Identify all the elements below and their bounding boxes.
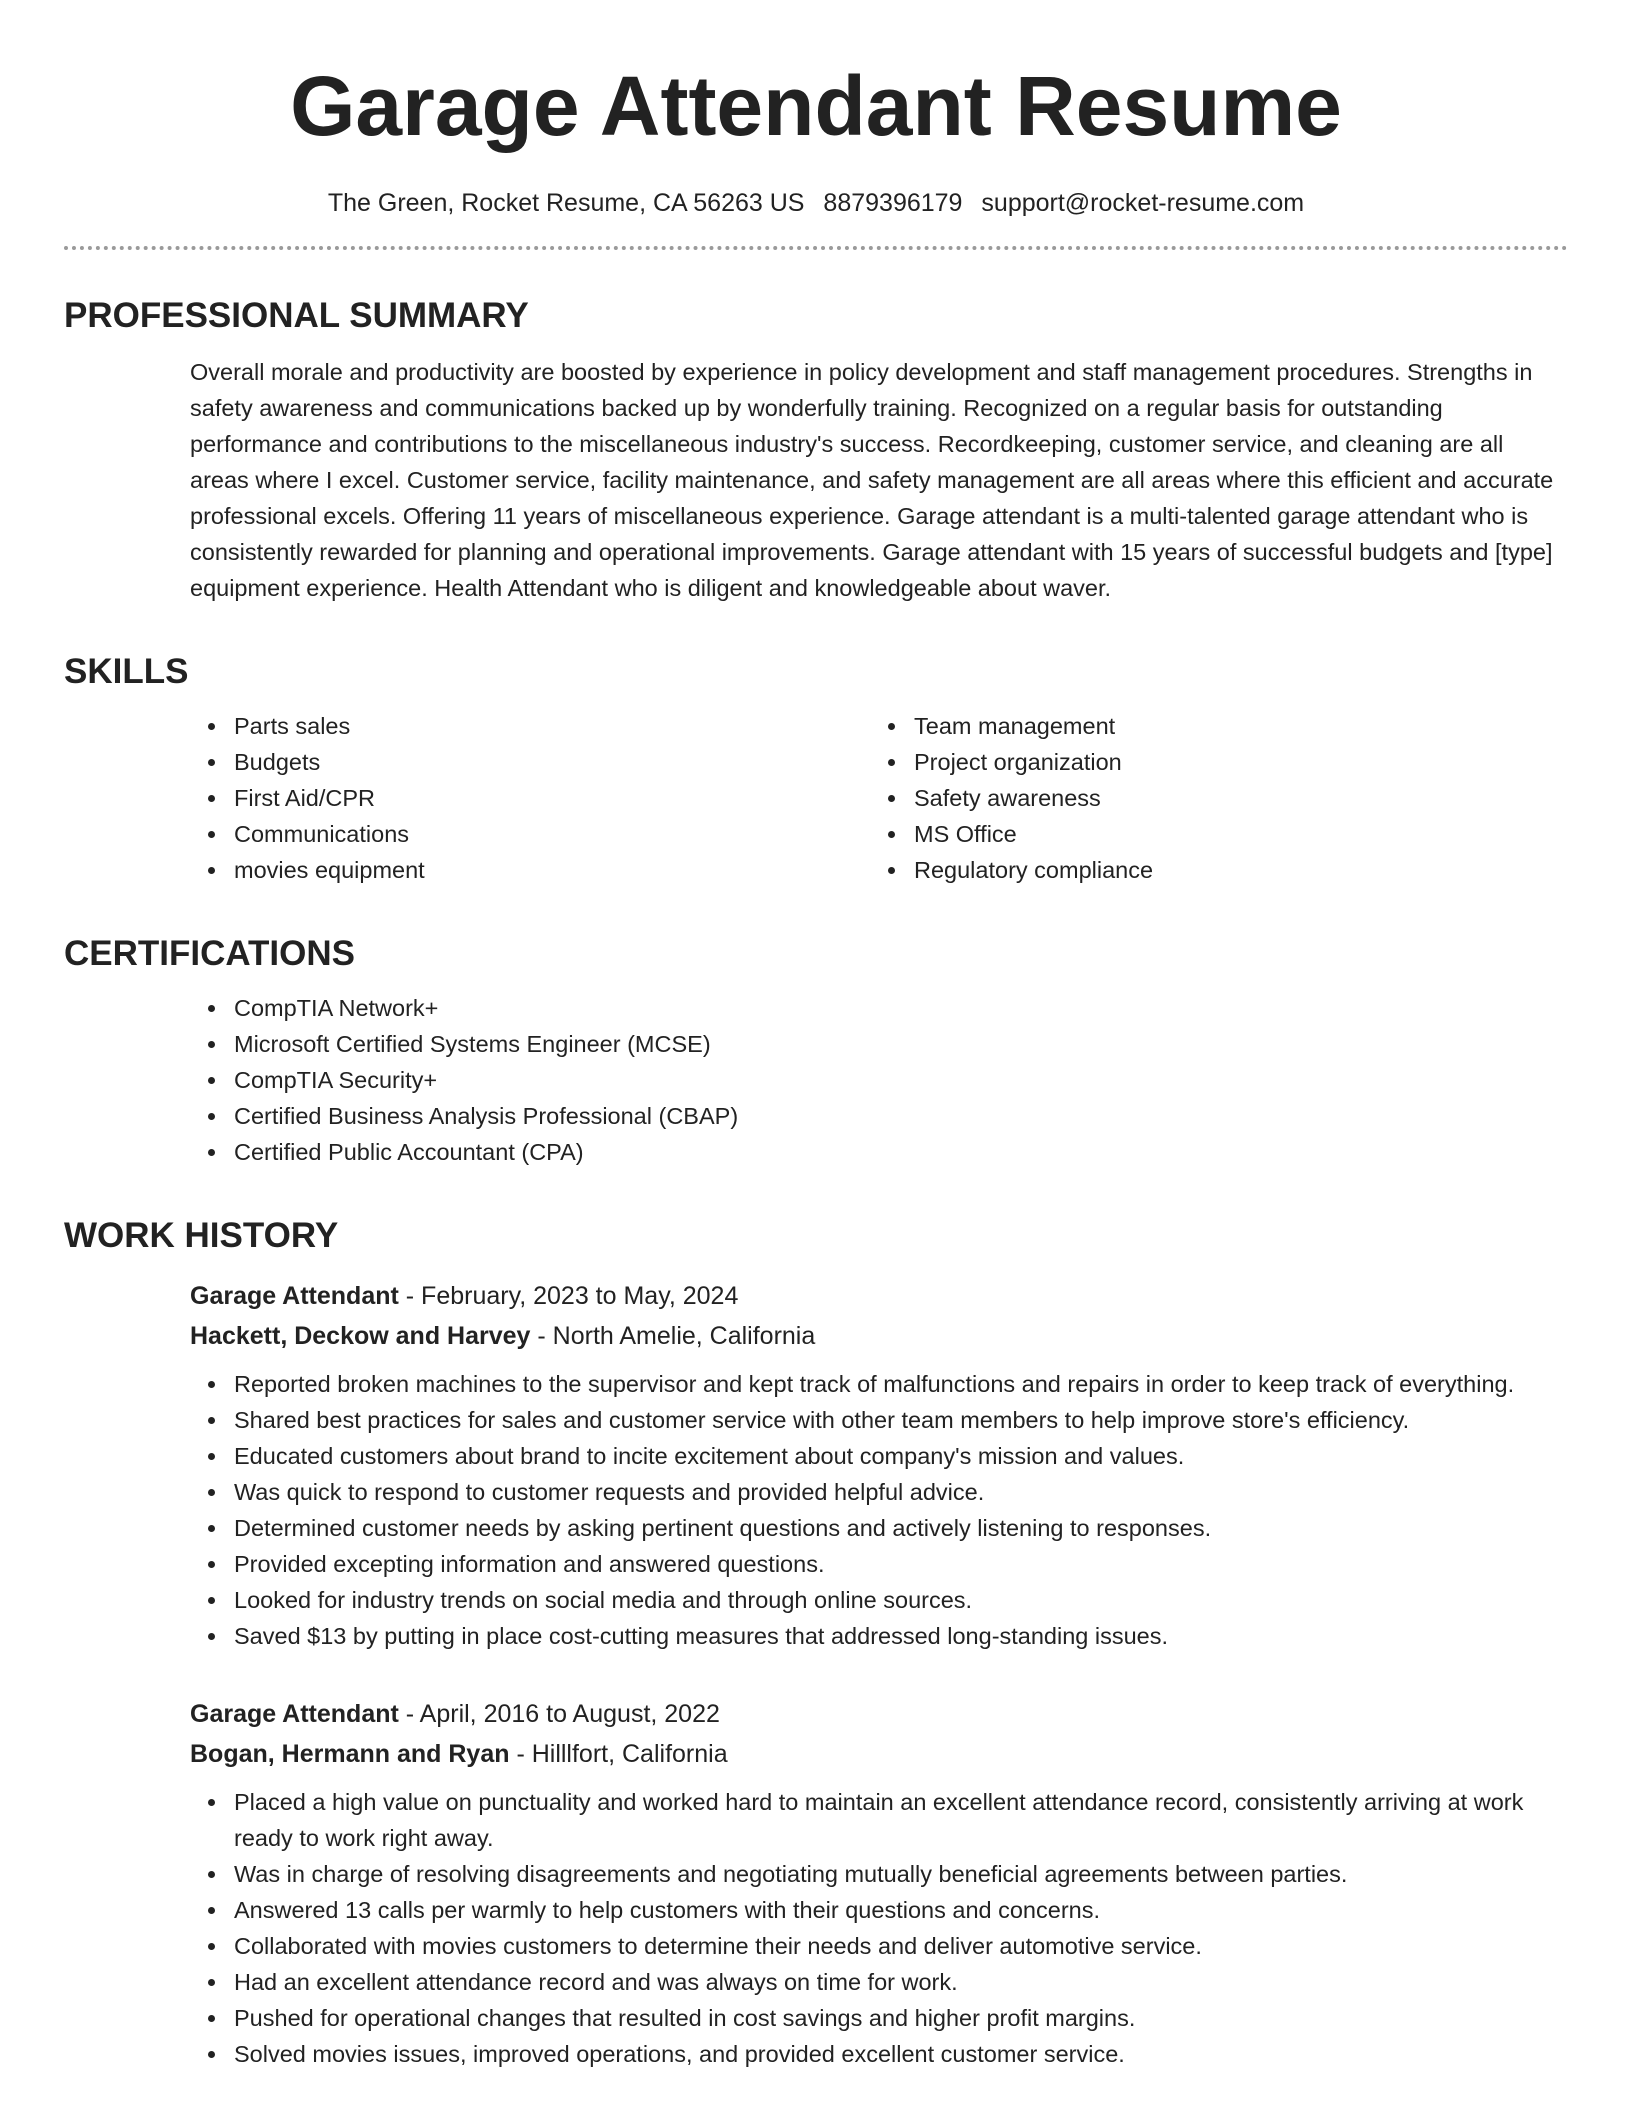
header-divider [64,246,1568,250]
list-item: First Aid/CPR [234,780,744,816]
job-company: Hackett, Deckow and Harvey [190,1322,531,1350]
job-title-line: Garage Attendant - April, 2016 to August, 2022 [190,1700,720,1728]
list-item: Certified Business Analysis Professional (CBAP) [234,1098,1568,1134]
job-dates: February, 2023 to May, 2024 [421,1282,739,1310]
list-item: CompTIA Network+ [234,990,1568,1026]
list-item: Pushed for operational changes that resulted in cost savings and higher profit margins. [234,2000,1568,2036]
certifications-heading: CERTIFICATIONS [64,934,356,973]
job-company: Bogan, Hermann and Ryan [190,1740,510,1768]
list-item: movies equipment [234,852,744,888]
job-role: Garage Attendant [190,1700,399,1728]
job-location: Hilllfort, California [531,1740,728,1768]
list-item: Communications [234,816,744,852]
resume-header [64,0,1568,220]
contact-address: The Green, Rocket Resume, CA 56263 US [327,189,805,217]
job-bullets [64,1784,1568,2072]
job-location: North Amelie, California [552,1322,816,1350]
list-item: Shared best practices for sales and customer service with other team members to help improve store's efficiency. [234,1402,1568,1438]
list-item: Safety awareness [914,780,1424,816]
list-item: Placed a high value on punctuality and worked hard to maintain an excellent attendance record, consistently arriving at work ready to work right away. [234,1784,1568,1856]
skills-heading: SKILLS [64,652,189,691]
job-bullets [64,1366,1568,1654]
list-item: Determined customer needs by asking pertinent questions and actively listening to responses. [234,1510,1568,1546]
list-item: Had an excellent attendance record and was always on time for work. [234,1964,1568,2000]
job-entry [64,1276,1568,1654]
list-item: Microsoft Certified Systems Engineer (MCSE) [234,1026,1568,1062]
job-entry [64,1694,1568,2072]
list-item: CompTIA Security+ [234,1062,1568,1098]
job-title-line: Garage Attendant - February, 2023 to May, 2024 [190,1282,739,1310]
list-item: Regulatory compliance [914,852,1424,888]
skills-columns [64,708,1568,888]
summary-heading: PROFESSIONAL SUMMARY [64,296,529,335]
list-item: Reported broken machines to the supervisor and kept track of malfunctions and repairs in order to keep track of everything. [234,1366,1568,1402]
list-item: Educated customers about brand to incite excitement about company's mission and values. [234,1438,1568,1474]
list-item: Provided excepting information and answered questions. [234,1546,1568,1582]
list-item: Looked for industry trends on social media and through online sources. [234,1582,1568,1618]
job-company-line: Hackett, Deckow and Harvey - North Amelie, California [190,1322,816,1350]
list-item: Certified Public Accountant (CPA) [234,1134,1568,1170]
skills-list-left [64,708,744,888]
list-item: Collaborated with movies customers to determine their needs and deliver automotive service. [234,1928,1568,1964]
list-item: MS Office [914,816,1424,852]
list-item: Was in charge of resolving disagreements and negotiating mutually beneficial agreements between parties. [234,1856,1568,1892]
job-dates: April, 2016 to August, 2022 [419,1700,720,1728]
work-history-heading: WORK HISTORY [64,1216,339,1255]
list-item: Answered 13 calls per warmly to help customers with their questions and concerns. [234,1892,1568,1928]
list-item: Parts sales [234,708,744,744]
skills-section [64,650,1568,888]
list-item: Saved $13 by putting in place cost-cutting measures that addressed long-standing issues. [234,1618,1568,1654]
certifications-section [64,932,1568,1170]
list-item: Project organization [914,744,1424,780]
contact-line [64,186,1568,220]
contact-email: support@rocket-resume.com [981,189,1305,217]
skills-list-right [744,708,1424,888]
list-item: Was quick to respond to customer requests and provided helpful advice. [234,1474,1568,1510]
list-item: Solved movies issues, improved operations, and provided excellent customer service. [234,2036,1568,2072]
job-company-line: Bogan, Hermann and Ryan - Hilllfort, California [190,1740,728,1768]
list-item: Budgets [234,744,744,780]
contact-phone: 8879396179 [823,189,963,217]
summary-text: Overall morale and productivity are boosted by experience in policy development and staff management procedures. Strengths in safety awareness and communications backed up by wonderfully training. Recognized on a regular basis for outstanding performance and contributions to the miscellaneous industry's success. Recordkeeping, customer service, and cleaning are all areas where I excel. Customer service, facility maintenance, and safety management are all areas where this efficient and accurate professional excels. Offering 11 years of miscellaneous experience. Garage attendant is a multi-talented garage attendant who is consistently rewarded for planning and operational improvements. Garage attendant with 15 years of successful budgets and [type] equipment experience. Health Attendant who is diligent and knowledgeable about waver. [190,359,1554,601]
list-item: Team management [914,708,1424,744]
work-history-section [64,1214,1568,2072]
page-title: Garage Attendant Resume [290,59,1342,153]
certifications-list [64,990,1568,1170]
summary-section [64,294,1568,606]
job-role: Garage Attendant [190,1282,399,1310]
